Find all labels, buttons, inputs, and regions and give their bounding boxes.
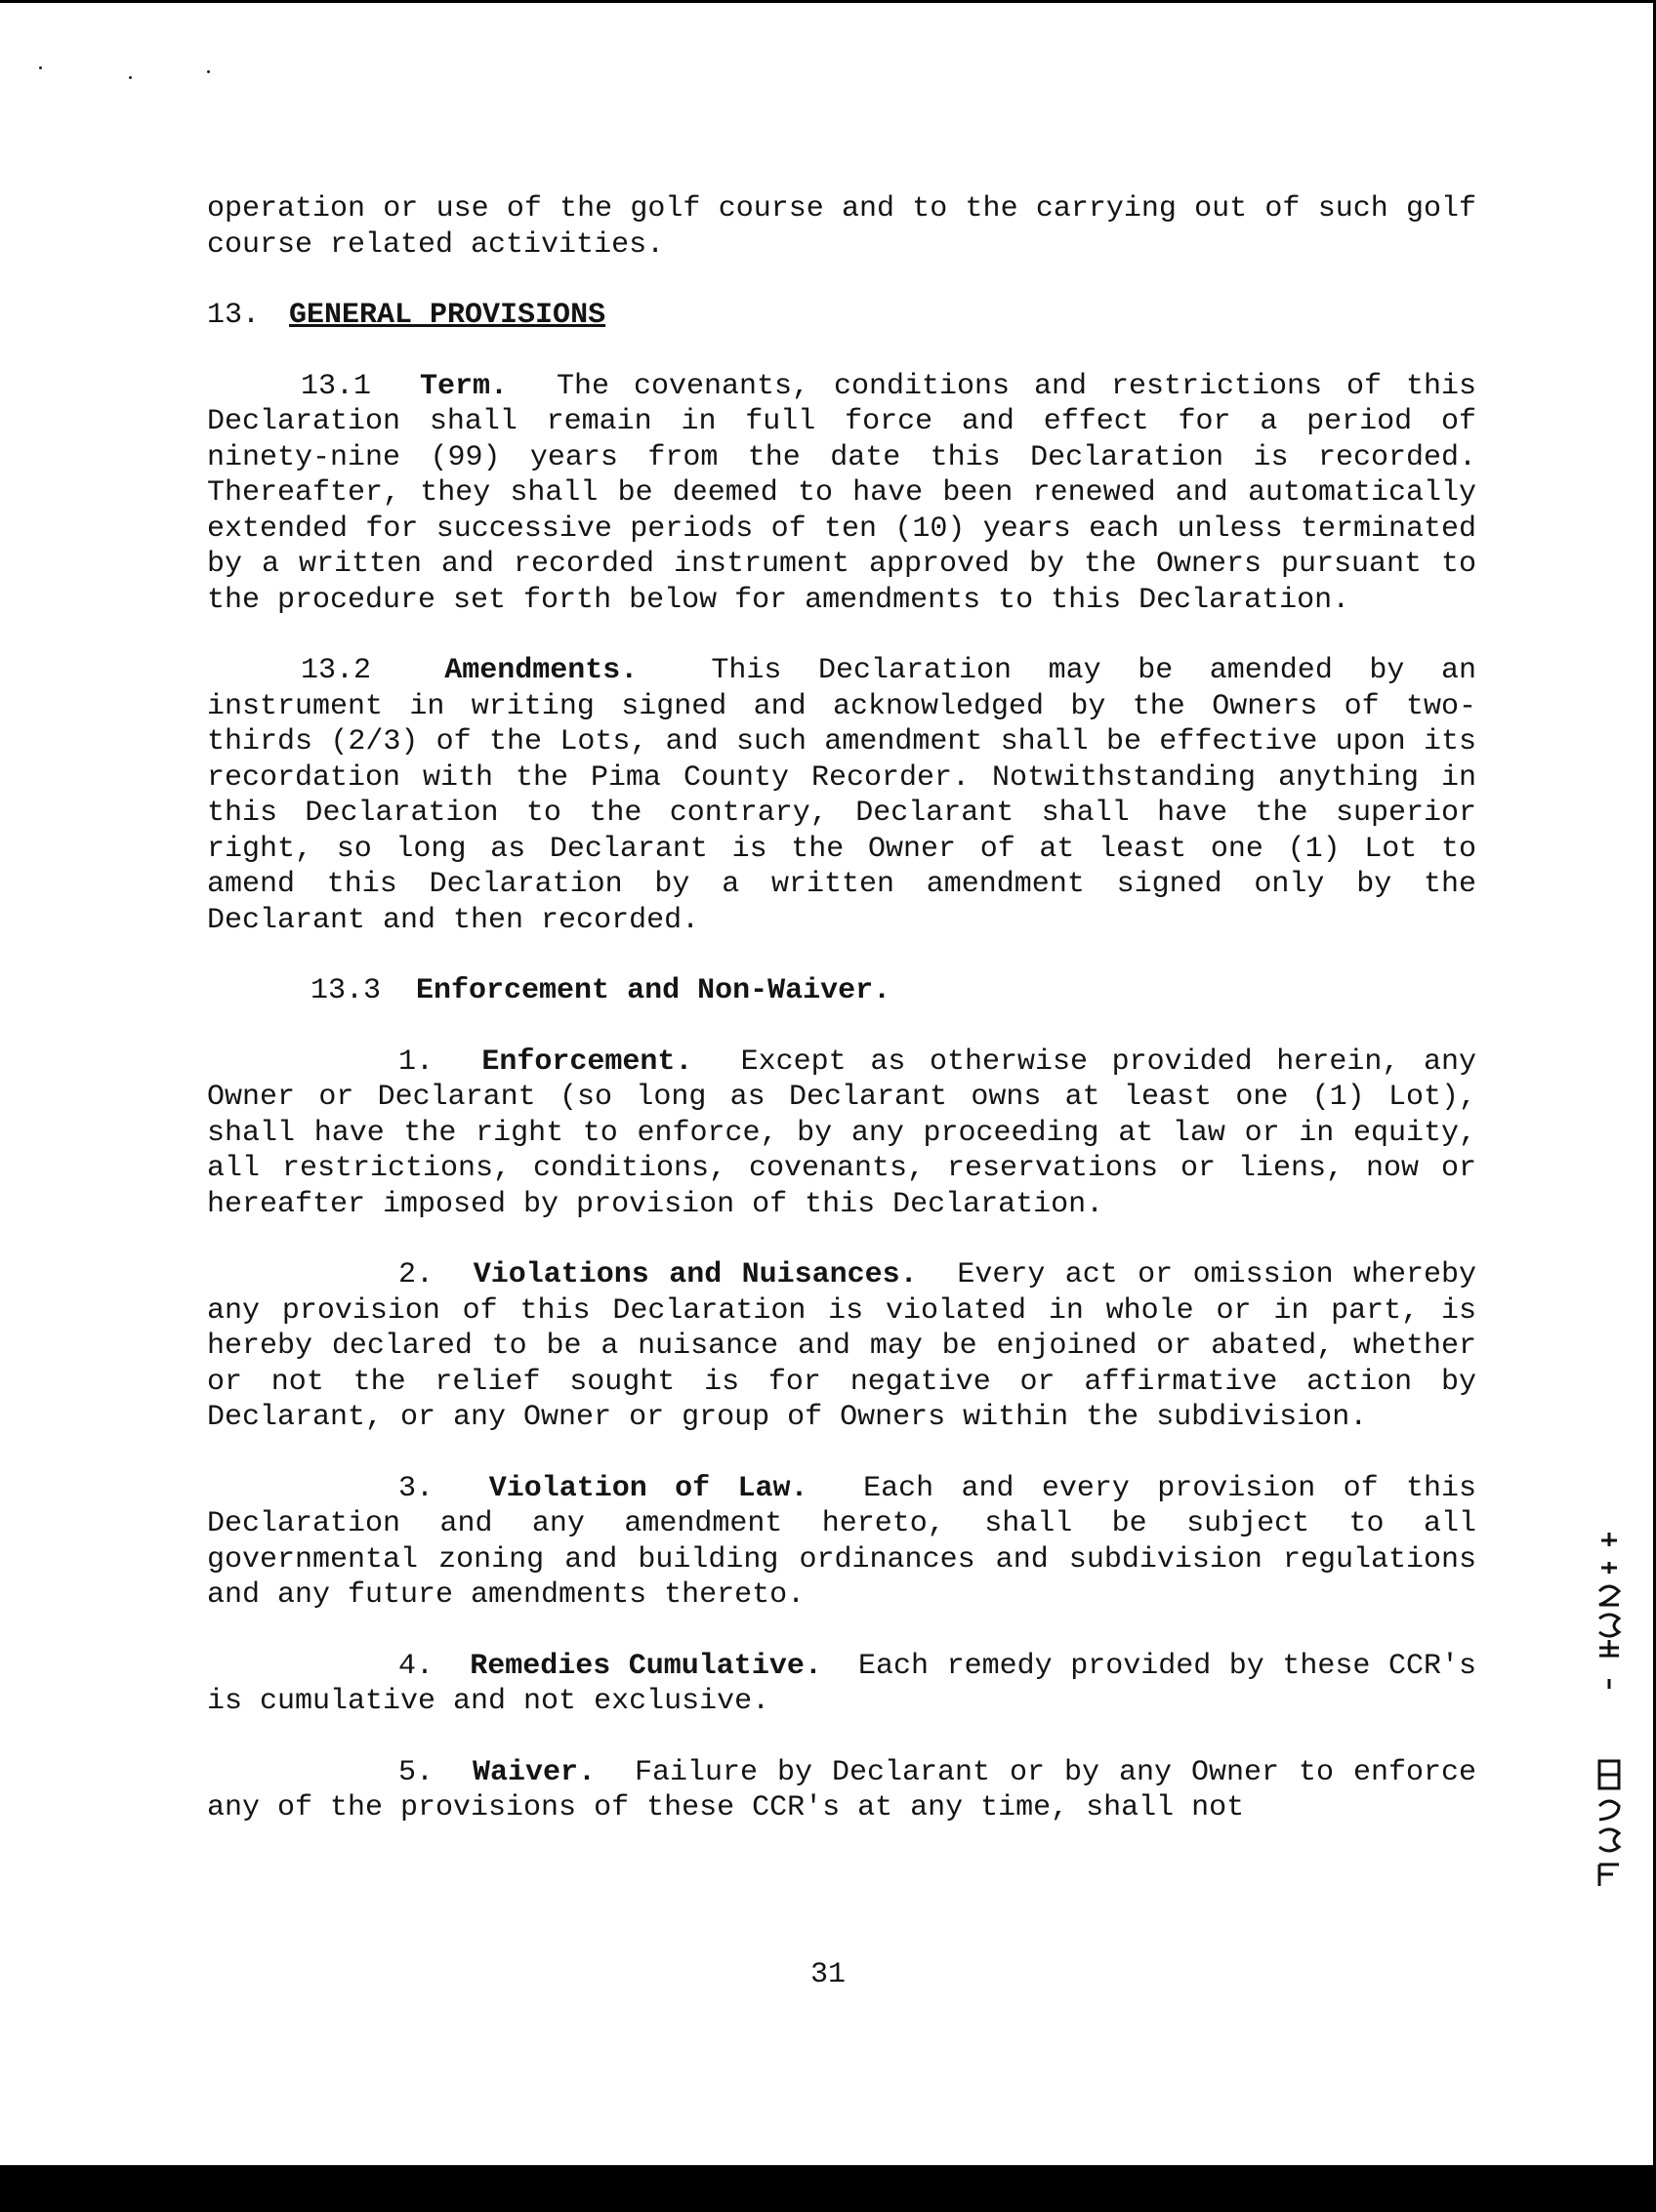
item-enforcement — [207, 1045, 1476, 1223]
scan-speck — [129, 76, 132, 79]
section-13-3-heading — [207, 973, 1476, 1009]
item-remedies-cumulative — [207, 1649, 1476, 1720]
continuation-paragraph: operation or use of the golf course and to the carrying out of such golf course related activities. — [207, 192, 1476, 262]
item-title: Remedies Cumulative. — [470, 1649, 822, 1683]
clause-number: 13.2 — [301, 654, 372, 687]
item-violation-of-law — [207, 1471, 1476, 1614]
item-number: 1. — [398, 1045, 435, 1079]
item-body: Each remedy provided by these CCR's is cumulative and not exclusive. — [207, 1649, 1476, 1718]
item-body: Except as otherwise provided herein, any Owner or Declarant (so long as Declarant owns at least one (1) Lot), shall have the right to enforce, by any proceeding at law or in equity, all restrictions, conditions, covenants, reservations or liens, now or hereafter imposed by provision of this Declaration. — [207, 1045, 1476, 1221]
item-body: Failure by Declarant or by any Owner to enforce any of the provisions of these CCR's at any time, shall not — [207, 1755, 1477, 1824]
clause-body: The covenants, conditions and restrictions of this Declaration shall remain in full force and effect for a period of ninety-nine (99) years from the date this Declaration is recorded. Thereafter, they shall be deemed to have been renewed and automatically extended for successive periods of ten (10) years each unless terminated by a written and recorded instrument approved by the Owners pursuant to the procedure set forth below for amendments to this Declaration. — [207, 369, 1476, 617]
item-title: Violation of Law. — [488, 1471, 808, 1505]
clause-title: Enforcement and Non-Waiver. — [416, 974, 891, 1007]
clause-number: 13.3 — [310, 974, 382, 1007]
scan-border-bottom — [0, 2165, 1656, 2212]
item-title: Enforcement. — [481, 1045, 693, 1079]
section-13-1 — [207, 369, 1476, 619]
clause-title: Term. — [419, 369, 508, 403]
item-title: Violations and Nuisances. — [473, 1258, 918, 1291]
item-body: Each and every provision of this Declaration and any amendment hereto, shall be subject to all governmental zoning and building ordinances and subdivision regulations and any future amendments thereto. — [207, 1471, 1476, 1612]
document-body — [207, 191, 1476, 1826]
item-number: 4. — [398, 1649, 435, 1683]
page-number: 31 — [809, 1958, 846, 1991]
section-heading — [207, 298, 1476, 334]
section-title: GENERAL PROVISIONS — [289, 299, 606, 332]
clause-body: This Declaration may be amended by an instrument in writing signed and acknowledged by the Owners of two-thirds (2/3) of the Lots, and such amendment shall be effective upon its recordation with the Pima County Recorder. Notwithstanding anything in this Declaration to the contrary, Declarant shall have the superior right, so long as Declarant is the Owner of at least one (1) Lot to amend this Declaration by a written amendment signed only by the Declarant and then recorded. — [207, 654, 1476, 937]
item-title: Waiver. — [473, 1755, 597, 1789]
item-number: 3. — [398, 1471, 435, 1505]
item-waiver — [207, 1755, 1476, 1826]
clause-number: 13.1 — [301, 369, 372, 403]
scan-border-top — [0, 0, 1656, 3]
recording-stamp-marks — [1590, 1533, 1629, 1982]
item-violations-nuisances — [207, 1257, 1476, 1436]
section-13-2 — [207, 653, 1476, 938]
item-number: 2. — [398, 1258, 435, 1291]
item-body: Every act or omission whereby any provision of this Declaration is violated in whole or in part, is hereby declared to be a nuisance and may be enjoined or abated, whether or not the relief sought is for negative or affirmative action by Declarant, or any Owner or group of Owners within the subdivision. — [207, 1258, 1476, 1434]
clause-title: Amendments. — [444, 654, 639, 687]
scan-speck — [39, 66, 42, 69]
scan-speck — [207, 70, 210, 73]
section-number: 13. — [207, 299, 261, 332]
item-number: 5. — [398, 1755, 435, 1789]
